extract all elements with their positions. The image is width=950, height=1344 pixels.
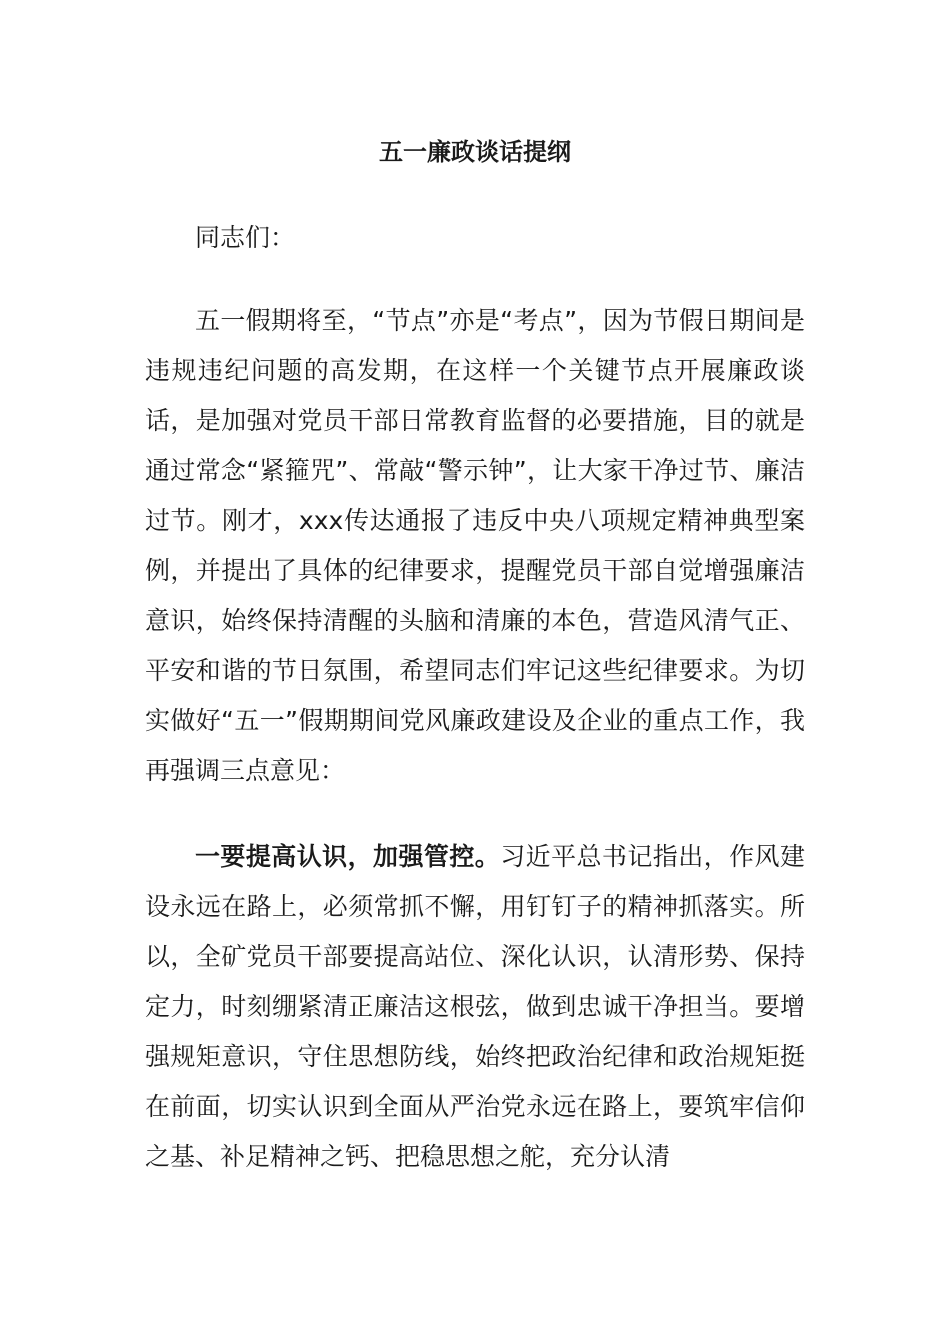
point-one-body: 习近平总书记指出，作风建设永远在路上，必须常抓不懈，用钉钉子的精神抓落实。所以，全矿党员干部要提高站位、深化认识，认清形势、保持定力，时刻绷紧清正廉洁这根弦，做到忠诚干净担当。要增强规矩意识，守住思想防线，始终把政治纪律和政治规矩挺在前面，切实认识到全面从严治党永远在路上，要筑牢信仰之基、补足精神之钙、把稳思想之舵，充分认清 <box>145 842 805 1171</box>
greeting-text: 同志们： <box>195 223 296 252</box>
document-title: 五一廉政谈话提纲 <box>379 138 571 166</box>
paragraph-point-one <box>145 832 805 1182</box>
paragraph-intro: 五一假期将至，“节点”亦是“考点”，因为节假日期间是违规违纪问题的高发期，在这样一个关键节点开展廉政谈话，是加强对党员干部日常教育监督的必要措施，目的就是通过常念“紧箍咒”、常敲“警示钟”，让大家干净过节、廉洁过节。刚才，xxx传达通报了违反中央八项规定精神典型案例，并提出了具体的纪律要求，提醒党员干部自觉增强廉洁意识，始终保持清醒的头脑和清廉的本色，营造风清气正、平安和谐的节日氛围，希望同志们牢记这些纪律要求。为切实做好“五一”假期期间党风廉政建设及企业的重点工作，我再强调三点意见： <box>145 306 805 785</box>
point-one-heading: 一要提高认识，加强管控。 <box>195 842 501 871</box>
